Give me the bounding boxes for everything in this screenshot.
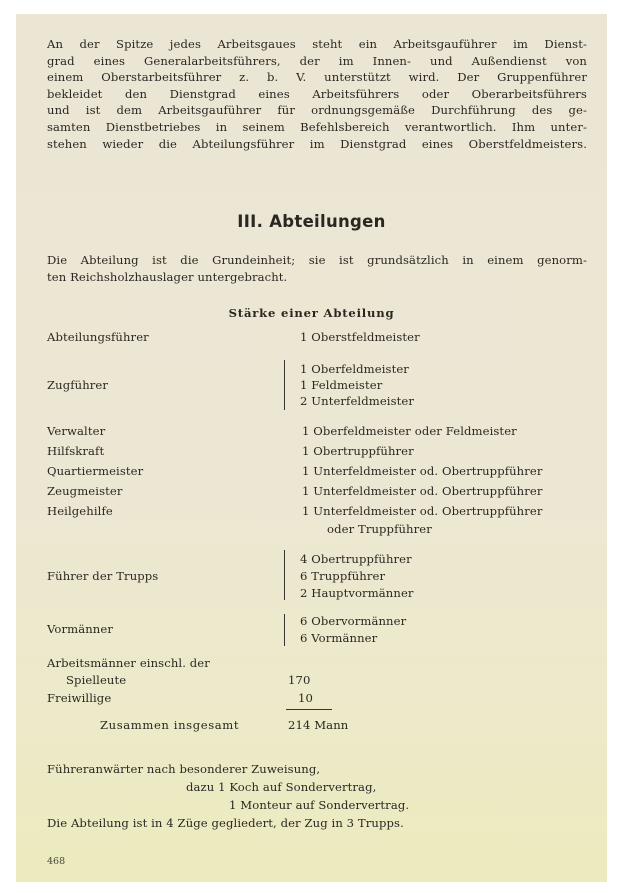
row-value: 1 Obertruppführer — [302, 444, 414, 458]
sum-rule — [286, 709, 332, 710]
text-line: samten Dienstbetriebes in seinem Befehlsbereich verantwortlich. Ihm unter- — [47, 119, 587, 134]
text-line: einem Oberstarbeitsführer z. b. V. unterstützt wird. Der Gruppenführer — [47, 70, 587, 85]
row-value: 214 Mann — [288, 718, 349, 732]
section-heading: III. Abteilungen — [237, 212, 386, 231]
row-label: Spielleute — [66, 673, 127, 687]
row-value: oder Truppführer — [327, 522, 432, 536]
closing-text: 1 Monteur auf Sondervertrag. — [229, 798, 410, 812]
text-line: bekleidet den Dienstgrad eines Arbeitsführers oder Oberarbeitsführers — [47, 86, 587, 101]
row-value: 6 Obervormänner — [300, 614, 407, 628]
row-value: 1 Oberstfeldmeister — [300, 330, 420, 344]
row-value: 2 Unterfeldmeister — [300, 394, 415, 408]
text-line: Die Abteilung ist die Grundeinheit; sie ist grundsätzlich in einem genorm- — [47, 253, 587, 267]
text-line: An der Spitze jedes Arbeitsgaues steht ein Arbeitsgauführer im Dienst- — [47, 37, 587, 51]
row-value: 10 — [298, 691, 313, 705]
row-value: 1 Unterfeldmeister od. Obertruppführer — [302, 484, 543, 498]
row-label: Abteilungsführer — [47, 330, 149, 344]
text-line: stehen wieder die Abteilungsführer im Dienstgrad eines Oberstfeldmeisters. — [47, 136, 587, 151]
row-label: Heilgehilfe — [47, 504, 113, 518]
row-label: Arbeitsmänner einschl. der — [47, 656, 210, 670]
row-label: Zeugmeister — [47, 484, 123, 498]
row-label: Zusammen insgesamt — [100, 718, 240, 732]
closing-text: Die Abteilung ist in 4 Züge gegliedert, der Zug in 3 Trupps. — [47, 816, 404, 830]
row-label: Zugführer — [47, 378, 109, 392]
row-value: 6 Truppführer — [300, 569, 386, 583]
row-value: 4 Obertruppführer — [300, 552, 412, 566]
row-label: Führer der Trupps — [47, 569, 159, 583]
text-line: ten Reichsholzhauslager untergebracht. — [47, 269, 288, 284]
row-value: 1 Oberfeldmeister — [300, 362, 409, 376]
document-page — [16, 14, 607, 882]
closing-text: dazu 1 Koch auf Sondervertrag, — [186, 780, 377, 794]
closing-text: Führeranwärter nach besonderer Zuweisung, — [47, 762, 321, 776]
text-line: grad eines Generalarbeitsführers, der im Innen- und Außendienst von — [47, 53, 587, 68]
table-title: Stärke einer Abteilung — [228, 306, 395, 320]
row-label: Freiwillige — [47, 691, 112, 705]
page-number: 468 — [47, 856, 66, 867]
row-label: Vormänner — [47, 622, 113, 636]
row-value: 2 Hauptvormänner — [300, 586, 414, 600]
row-value: 1 Unterfeldmeister od. Obertruppführer — [302, 504, 543, 518]
row-label: Hilfskraft — [47, 444, 105, 458]
row-value: 170 — [288, 673, 311, 687]
definition-paragraph — [47, 252, 587, 285]
row-value: 1 Oberfeldmeister oder Feldmeister — [302, 424, 517, 438]
row-label: Verwalter — [47, 424, 106, 438]
row-label: Quartiermeister — [47, 464, 144, 478]
brace-line — [284, 550, 285, 600]
row-value: 1 Feldmeister — [300, 378, 383, 392]
row-value: 1 Unterfeldmeister od. Obertruppführer — [302, 464, 543, 478]
brace-line — [284, 614, 285, 646]
brace-line — [284, 360, 285, 410]
intro-paragraph — [47, 36, 587, 152]
row-value: 6 Vormänner — [300, 631, 378, 645]
text-line: und ist dem Arbeitsgauführer für ordnungsgemäße Durchführung des ge- — [47, 103, 587, 118]
